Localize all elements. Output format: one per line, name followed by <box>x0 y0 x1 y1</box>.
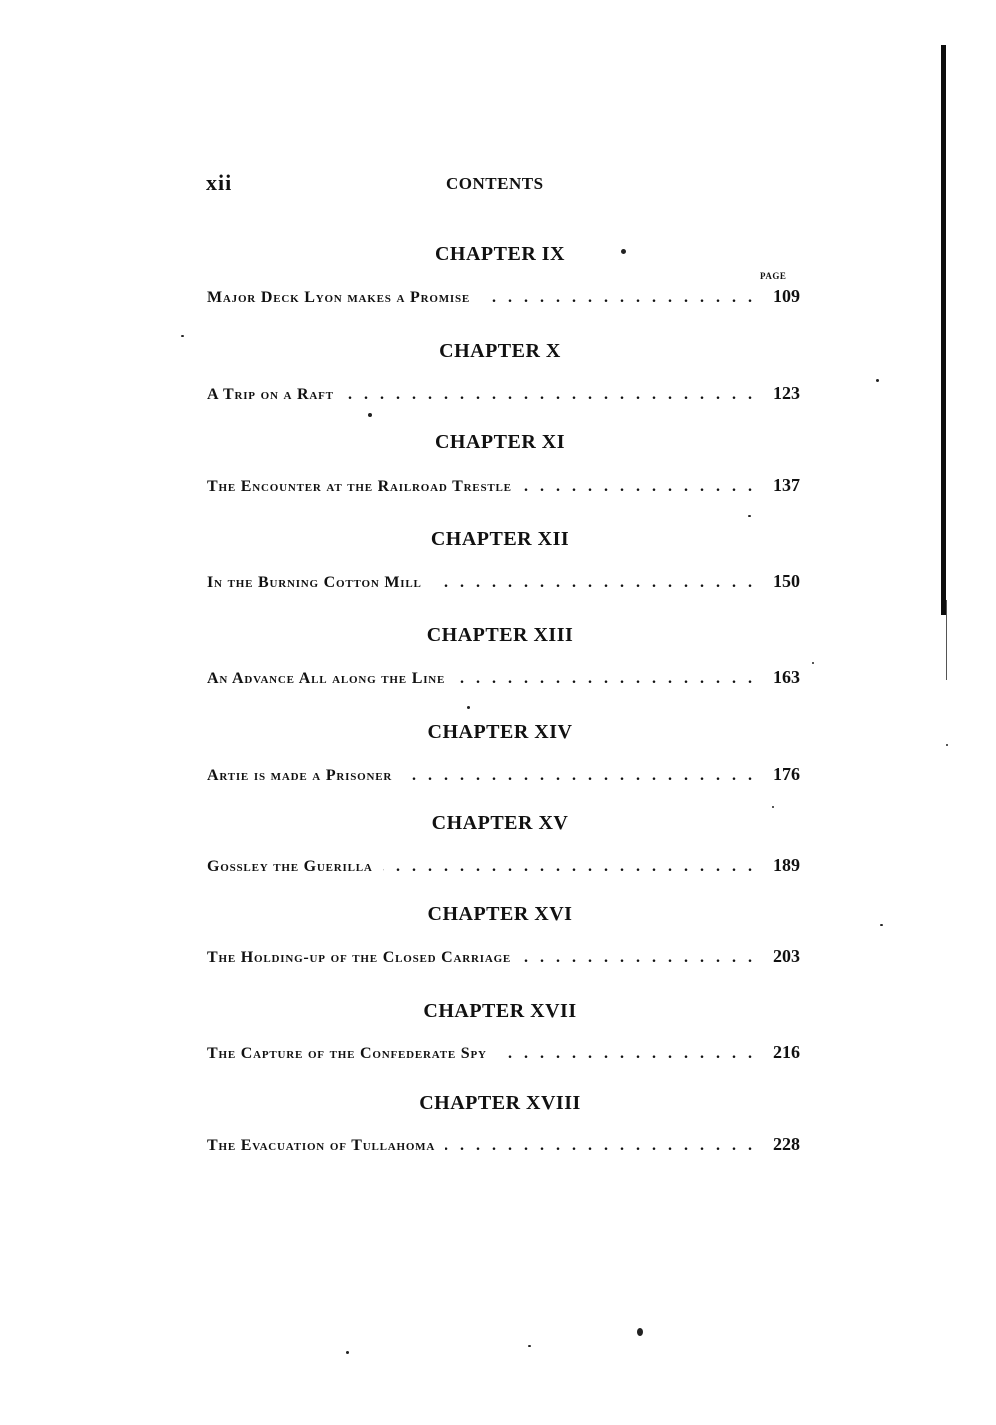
scan-speck <box>621 249 626 254</box>
entry-page-number: 216 <box>773 1042 800 1062</box>
chapter-heading: CHAPTER XV <box>431 812 569 834</box>
scan-speck <box>467 706 470 709</box>
scan-speck <box>946 744 948 746</box>
chapter-heading: CHAPTER XVIII <box>419 1092 581 1114</box>
entry-title: The Capture of the Confederate Spy <box>207 1045 487 1062</box>
entry-page-number: 150 <box>773 571 800 591</box>
dot-leader <box>455 670 752 688</box>
page-number: xii <box>206 170 233 195</box>
toc-entry <box>207 1042 800 1066</box>
entry-title: A Trip on a Raft <box>207 386 334 403</box>
toc-entry <box>207 764 800 788</box>
dot-leader <box>432 574 752 592</box>
chapter-heading: CHAPTER X <box>439 340 561 362</box>
entry-page-number: 176 <box>773 764 800 784</box>
page-column-label: PAGE <box>760 271 787 281</box>
dot-leader <box>480 289 752 307</box>
chapter-heading: CHAPTER XII <box>430 528 570 550</box>
chapter-heading: CHAPTER XIV <box>427 721 573 743</box>
scan-speck <box>637 1328 643 1336</box>
chapter-heading: CHAPTER XI <box>434 431 565 453</box>
dot-leader <box>497 1045 752 1063</box>
entry-page-number: 203 <box>773 946 800 966</box>
entry-page-number: 189 <box>773 855 800 875</box>
scan-speck <box>880 924 883 926</box>
dot-leader <box>344 386 752 404</box>
dot-leader <box>383 858 752 876</box>
scan-speck <box>528 1345 531 1347</box>
dot-leader <box>521 949 752 967</box>
entry-title: Artie is made a Prisoner <box>207 767 393 784</box>
entry-title: In the Burning Cotton Mill <box>207 574 422 591</box>
chapter-heading: CHAPTER XIII <box>426 624 574 646</box>
chapter-heading: CHAPTER XVI <box>427 903 573 925</box>
entry-page-number: 163 <box>773 667 800 687</box>
toc-entry <box>207 475 800 499</box>
toc-entry <box>207 946 800 970</box>
entry-title: The Encounter at the Railroad Trestle <box>207 478 512 495</box>
entry-title: Gossley the Guerilla <box>207 858 373 875</box>
toc-entry <box>207 571 800 595</box>
page-header <box>206 170 800 200</box>
toc-entry <box>207 286 800 310</box>
scan-speck <box>368 413 372 417</box>
entry-title: An Advance All along the Line <box>207 670 446 687</box>
entry-page-number: 137 <box>773 475 800 495</box>
toc-entry <box>207 1134 800 1158</box>
chapter-heading: CHAPTER IX <box>434 243 565 265</box>
binding-shadow-thin <box>946 600 947 680</box>
scan-speck <box>812 662 814 664</box>
entry-page-number: 109 <box>773 286 800 306</box>
dot-leader <box>522 478 752 496</box>
toc-entry <box>207 383 800 407</box>
running-title: CONTENTS <box>446 174 544 193</box>
entry-title: The Evacuation of Tullahoma <box>207 1137 436 1154</box>
scan-speck <box>346 1351 349 1354</box>
entry-page-number: 123 <box>773 383 800 403</box>
scan-speck <box>876 379 879 382</box>
toc-entry <box>207 667 800 691</box>
binding-shadow <box>941 45 946 615</box>
entry-title: The Holding-up of the Closed Carriage <box>207 949 512 966</box>
scan-speck <box>748 515 751 517</box>
entry-title: Major Deck Lyon makes a Promise <box>207 289 471 306</box>
scan-speck <box>772 806 774 808</box>
entry-page-number: 228 <box>773 1134 800 1154</box>
scan-speck <box>181 335 184 337</box>
dot-leader <box>445 1137 752 1155</box>
toc-entry <box>207 855 800 879</box>
dot-leader <box>402 767 752 785</box>
chapter-heading: CHAPTER XVII <box>423 1000 577 1022</box>
